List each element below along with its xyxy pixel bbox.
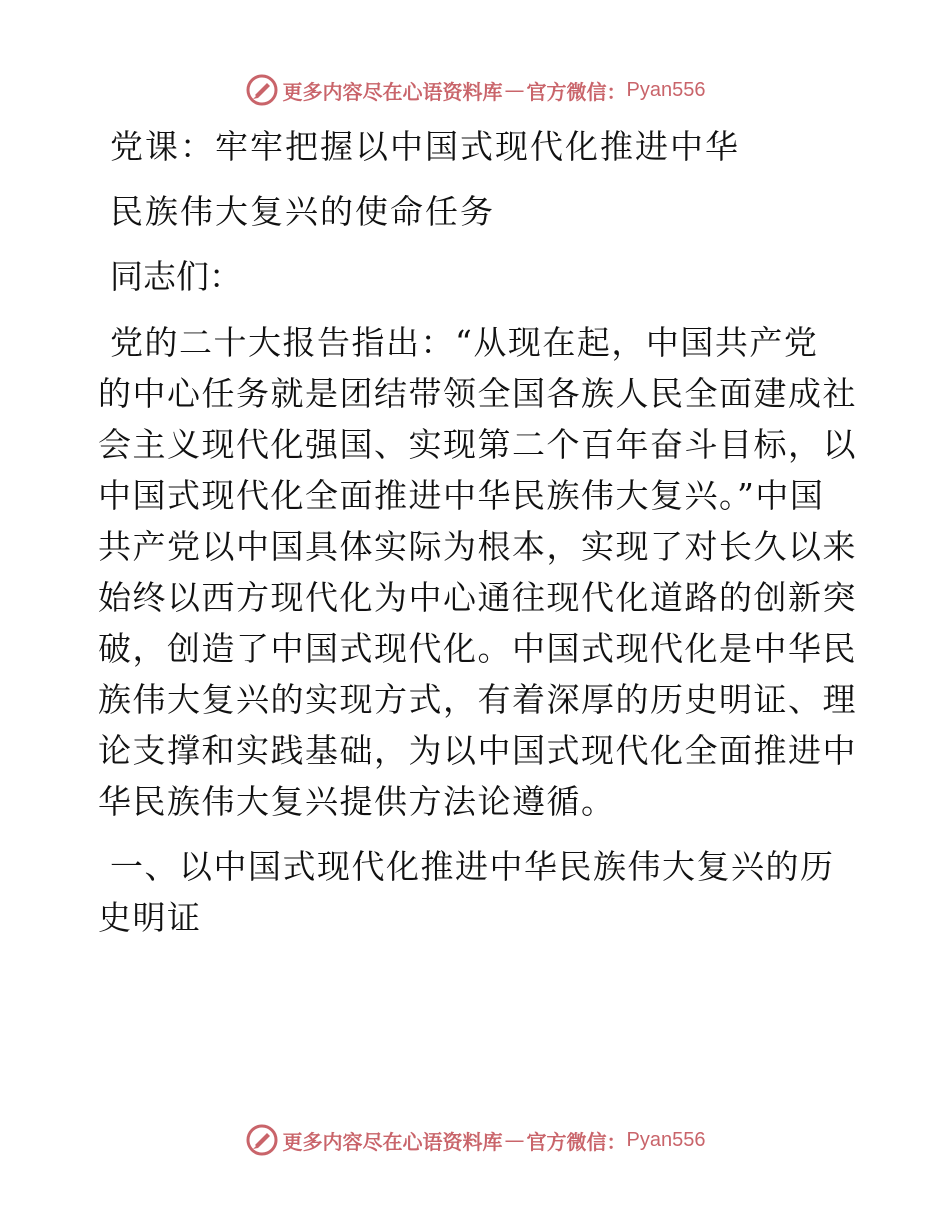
paragraph-intro (98, 317, 858, 827)
header-banner (0, 70, 950, 110)
document-title-line-2: 民族伟大复兴的使命任务 (110, 192, 495, 231)
paragraph-line: 破，创造了中国式现代化。中国式现代化是中华民 (98, 629, 857, 668)
banner-text: 更多内容尽在心语资料库 (282, 79, 503, 104)
paragraph-line: 共产党以中国具体实际为根本，实现了对长久以来 (98, 527, 857, 566)
banner-wechat-id: Pyan556 (626, 1128, 706, 1151)
section-heading-line: 一、以中国式现代化推进中华民族伟大复兴的历 (110, 847, 835, 886)
banner-text: 更多内容尽在心语资料库 (282, 1129, 503, 1154)
footer-banner (0, 1120, 950, 1160)
paragraph-line: 中国式现代化全面推进中华民族伟大复兴。”中国 (98, 476, 825, 515)
paragraph-line: 会主义现代化强国、实现第二个百年奋斗目标，以 (98, 425, 857, 464)
paragraph-line: 华民族伟大复兴提供方法论遵循。 (98, 782, 616, 821)
banner-separator: — (504, 78, 525, 102)
banner-wechat-label: 官方微信： (526, 79, 627, 104)
paragraph-line: 始终以西方现代化为中心通往现代化道路的创新突 (98, 578, 857, 617)
paragraph-line: 党的二十大报告指出：“从现在起，中国共产党 (110, 323, 819, 362)
section-heading-1 (98, 841, 858, 943)
section-heading-line: 史明证 (98, 898, 202, 937)
paragraph-line: 的中心任务就是团结带领全国各族人民全面建成社 (98, 374, 857, 413)
document-title-line-1: 党课：牢牢把握以中国式现代化推进中华 (110, 127, 740, 166)
logo-icon (245, 1123, 279, 1157)
banner-wechat-id: Pyan556 (626, 78, 706, 101)
logo-icon (245, 73, 279, 107)
salutation: 同志们： (110, 257, 242, 296)
document-body (98, 125, 858, 957)
paragraph-line: 族伟大复兴的实现方式，有着深厚的历史明证、理 (98, 680, 857, 719)
paragraph-line: 论支撑和实践基础，为以中国式现代化全面推进中 (98, 731, 857, 770)
banner-wechat-label: 官方微信： (526, 1129, 627, 1154)
banner-separator: — (504, 1128, 525, 1152)
